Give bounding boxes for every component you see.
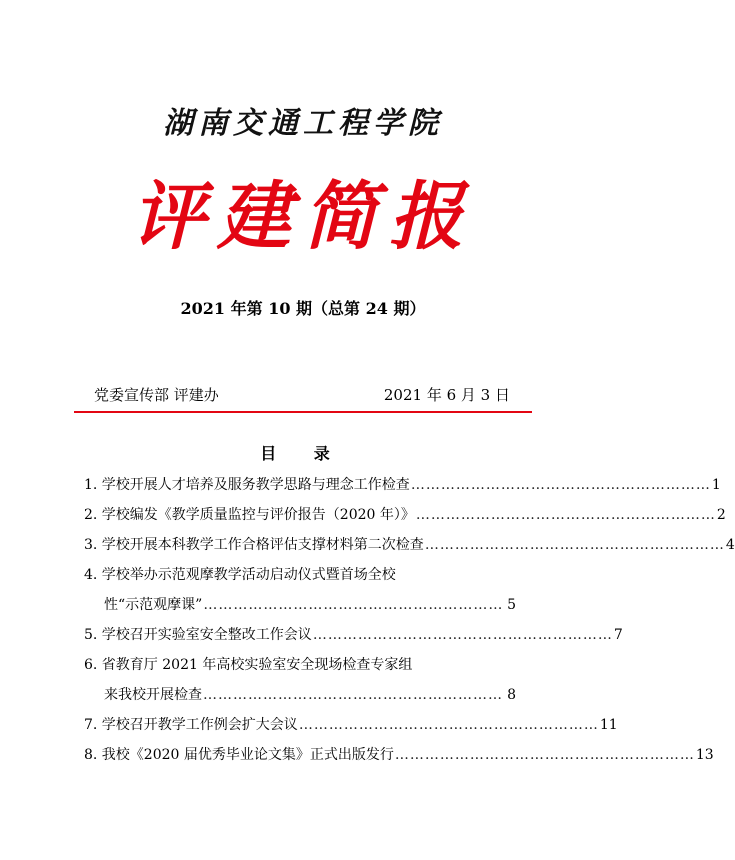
toc-item-page: 4: [725, 537, 735, 553]
toc-item-title: 6. 省教育厅 2021 年高校实验室安全现场检查专家组: [84, 657, 413, 673]
toc-item-8[interactable]: [84, 740, 714, 770]
toc-heading: 目 录: [260, 444, 346, 463]
issuing-department: 党委宣传部 评建办: [94, 386, 219, 404]
toc-leader: ……………………………………………………: [203, 687, 503, 703]
toc-item-title-continued: 性“示范观摩课”: [104, 597, 203, 613]
toc-item-7[interactable]: [84, 710, 618, 740]
toc-item-4[interactable]: [84, 560, 516, 590]
school-name: 湖南交通工程学院: [163, 106, 443, 141]
toc-item-title-continued: 来我校开展检查: [104, 687, 202, 703]
toc-item-1[interactable]: [84, 470, 721, 500]
toc-item-3[interactable]: [84, 530, 735, 560]
toc-item-title: 5. 学校召开实验室安全整改工作会议: [84, 627, 312, 643]
toc-item-page: 8: [507, 687, 516, 703]
toc-item-page: 1: [711, 477, 721, 493]
table-of-contents: [84, 470, 735, 770]
toc-item-6-continued[interactable]: [84, 680, 516, 710]
toc-leader: ……………………………………………………: [203, 597, 504, 613]
toc-item-page: 5: [507, 597, 516, 613]
toc-item-title: 2. 学校编发《教学质量监控与评价报告（2020 年）》: [84, 507, 415, 523]
toc-item-title: 1. 学校开展人才培养及服务教学思路与理念工作检查: [84, 477, 410, 493]
toc-item-2[interactable]: [84, 500, 726, 530]
toc-item-title: 7. 学校召开教学工作例会扩大会议: [84, 717, 298, 733]
toc-item-5[interactable]: [84, 620, 623, 650]
issue-date: 2021 年 6 月 3 日: [383, 386, 510, 404]
toc-leader: ……………………………………………………: [394, 747, 695, 763]
toc-item-page: 11: [599, 717, 618, 733]
brief-title: 评建简报: [131, 174, 475, 260]
toc-leader: ……………………………………………………: [424, 537, 725, 553]
issue-number: 2021 年第 10 期（总第 24 期）: [180, 299, 426, 318]
header-divider: [74, 411, 532, 413]
toc-item-title: 8. 我校《2020 届优秀毕业论文集》正式出版发行: [84, 747, 394, 763]
toc-leader: ……………………………………………………: [312, 627, 613, 643]
toc-leader: ……………………………………………………: [410, 477, 711, 493]
toc-item-4-continued[interactable]: [84, 590, 516, 620]
toc-item-title: 4. 学校举办示范观摩教学活动启动仪式暨首场全校: [84, 567, 396, 583]
toc-leader: ……………………………………………………: [298, 717, 599, 733]
toc-item-6[interactable]: [84, 650, 516, 680]
toc-item-page: 7: [613, 627, 623, 643]
toc-item-page: 13: [695, 747, 714, 763]
toc-item-title: 3. 学校开展本科教学工作合格评估支撑材料第二次检查: [84, 537, 424, 553]
toc-item-page: 2: [716, 507, 726, 523]
toc-leader: ……………………………………………………: [415, 507, 716, 523]
